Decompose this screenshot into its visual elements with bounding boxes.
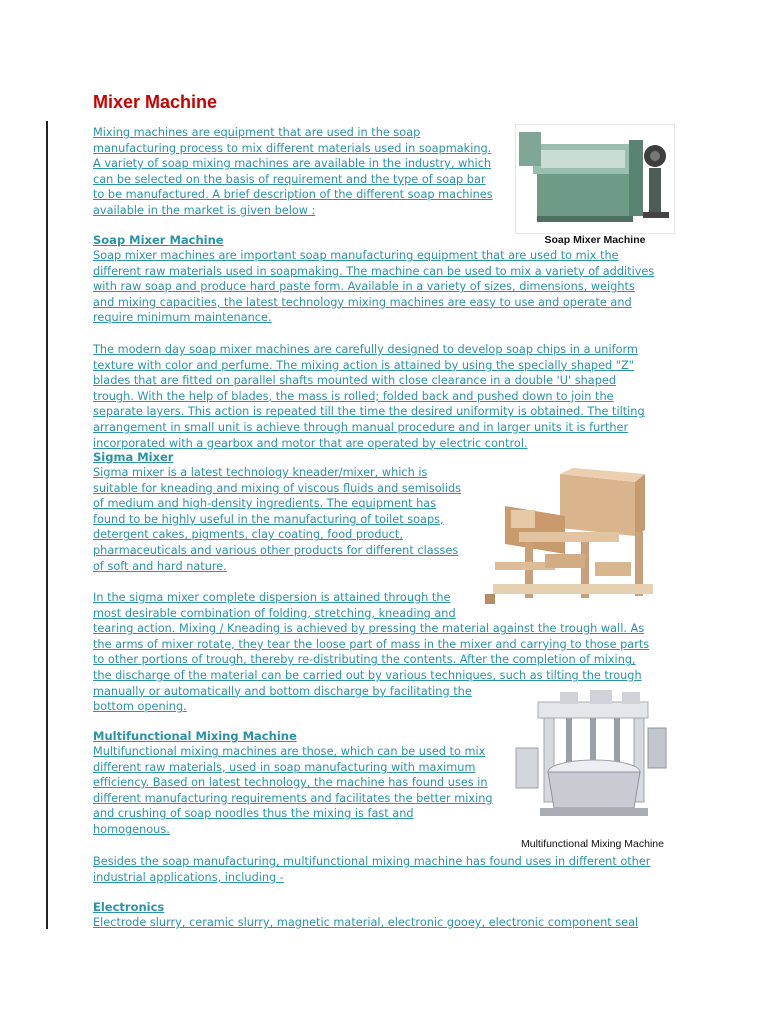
multifunctional-paragraph-1[interactable]: Multifunctional mixing machines are those, which can be used to mix different raw materials, used in soap manufacturing with maximum efficiency. Based on latest technology, the machine has found uses in different manufacturing requirements and facilitates the better mixing and crushing of soap noodles thus the mixing is fast and homogenous. bbox=[93, 745, 493, 836]
left-margin-rule bbox=[46, 121, 48, 929]
soap-mixer-paragraph-2[interactable]: The modern day soap mixer machines are carefully designed to develop soap chips in a uniform texture with color and perfume. The mixing action is attained by using the specially shaped "Z" blades that are fitted on parallel shafts mounted with close clearance in a double 'U' shaped trough. With the help of blades, the mass is rolled; folded back and pushed down to join the separate layers. This action is repeated till the time the desired uniformity is obtained. The tilting arrangement in small unit is achieve through manual procedure and in larger units it is further incorporated with a gearbox and motor that are operated by electric control. bbox=[93, 343, 645, 450]
soap-mixer-paragraph-1[interactable]: Soap mixer machines are important soap manufacturing equipment that are used to mix the different raw materials used in soapmaking. The machine can be used to mix a variety of additives with raw soap and produce hard paste form. Available in a variety of sizes, dimensions, weights and mixing capacities, the latest technology mixing machines are easy to use and operate and require minimum maintenance. bbox=[93, 249, 655, 325]
electronics-paragraph[interactable]: Electrode slurry, ceramic slurry, magnetic material, electronic gooey, electronic component seal bbox=[93, 916, 639, 929]
sigma-mixer-heading[interactable]: Sigma Mixer bbox=[93, 450, 174, 464]
sigma-mixer-figure bbox=[485, 466, 665, 608]
sigma-mixer-paragraph-2[interactable]: In the sigma mixer complete dispersion is attained through the most desirable combination of folding, stretching, kneading and tearing action. Mixing / Kneading is achieved by pressing the material against the trough wall. As the arms of mixer rotate, they tear the loose part of mass in the mixer and carrying to those parts to other portions of trough, thereby re-distributing the contents. After the completion of mixing, the discharge of the material can be carried out by various techniques, such as tilting the trough manually or automatically and bottom discharge by facilitating the bottom opening. bbox=[93, 591, 650, 714]
electronics-heading[interactable]: Electronics bbox=[93, 900, 165, 914]
multifunctional-mixer-figure bbox=[510, 688, 675, 850]
sigma-mixer-machine-image bbox=[485, 466, 665, 608]
soap-mixer-heading[interactable]: Soap Mixer Machine bbox=[93, 233, 224, 247]
multifunctional-mixing-machine-image bbox=[510, 688, 675, 828]
soap-mixer-caption: Soap Mixer Machine bbox=[544, 234, 646, 246]
intro-paragraph[interactable]: Mixing machines are equipment that are used in the soap manufacturing process to mix different materials used in soapmaking. A variety of soap mixing machines are available in the industry, which can be selected on the basis of requirement and the type of soap bar to be manufactured. A brief description of the different soap machines available in the market is given below : bbox=[93, 126, 493, 217]
sigma-mixer-paragraph-1[interactable]: Sigma mixer is a latest technology kneader/mixer, which is suitable for kneading and mixing of viscous fluids and semisolids of medium and high-density ingredients. The equipment has found to be highly useful in the manufacturing of toilet soaps, detergent cakes, pigments, clay coating, food product, pharmaceuticals and various other products for different classes of soft and hard nature. bbox=[93, 466, 462, 573]
multifunctional-caption: Multifunctional Mixing Machine bbox=[521, 838, 664, 850]
multifunctional-heading[interactable]: Multifunctional Mixing Machine bbox=[93, 729, 297, 743]
page-title: Mixer Machine bbox=[93, 92, 218, 112]
multifunctional-paragraph-2[interactable]: Besides the soap manufacturing, multifunctional mixing machine has found uses in different other industrial applications, including - bbox=[93, 855, 651, 884]
soap-mixer-figure bbox=[515, 124, 675, 244]
soap-mixer-machine-image bbox=[515, 124, 675, 234]
